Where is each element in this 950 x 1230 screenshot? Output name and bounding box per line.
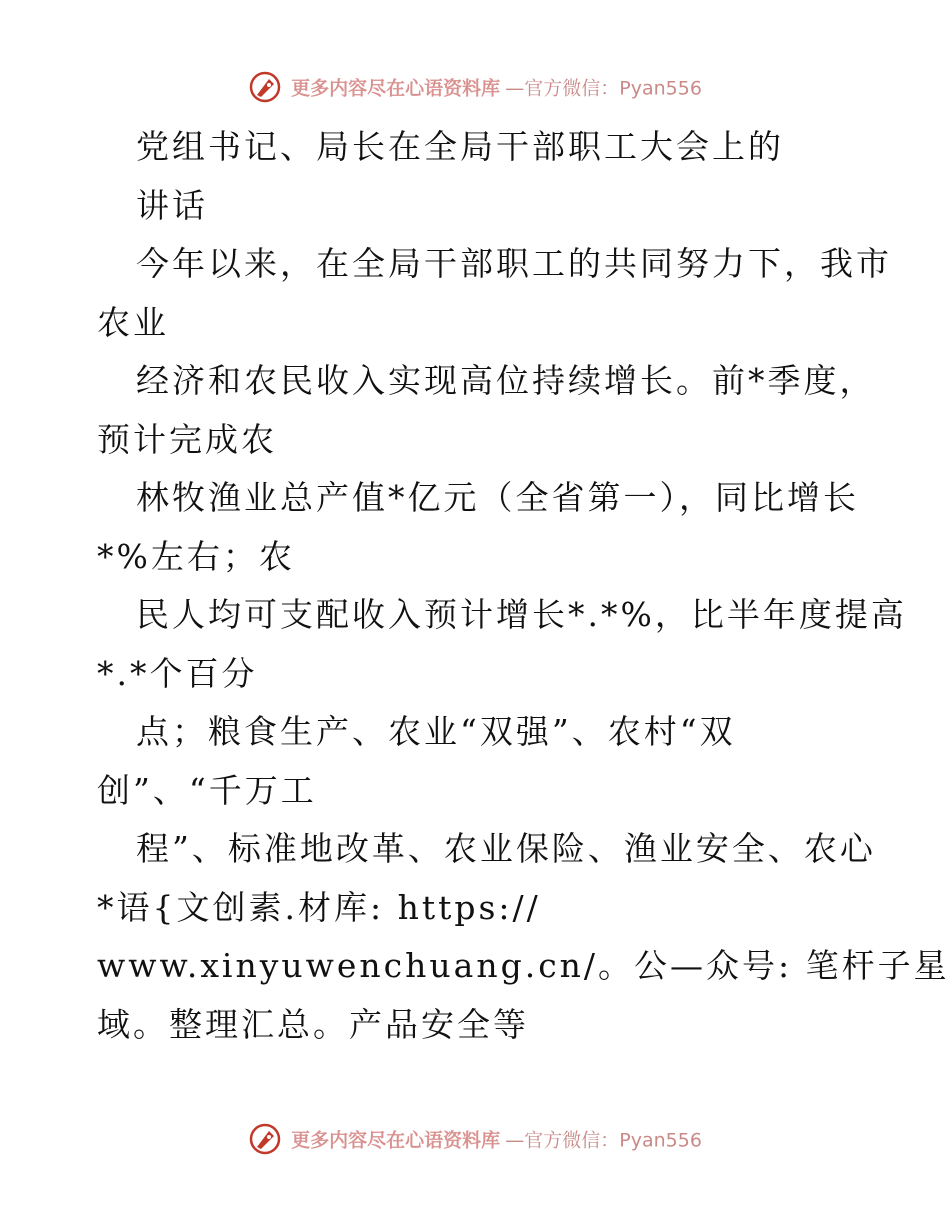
paragraph-line: 域。整理汇总。产品安全等 xyxy=(97,1004,529,1044)
page-header xyxy=(0,70,950,104)
footer-brand-text: 更多内容尽在心语资料库 xyxy=(291,1129,501,1152)
paragraph-line: *语{文创素.材库: https:// xyxy=(97,887,541,927)
paragraph-line: 民人均可支配收入预计增长*.*%，比半年度提高 xyxy=(136,595,907,634)
page-footer xyxy=(0,1122,950,1156)
pen-nib-logo-icon xyxy=(248,70,282,104)
paragraph-line: 预计完成农 xyxy=(97,419,277,459)
footer-contact-text: —官方微信：Pyan556 xyxy=(505,1129,702,1152)
paragraph-line: 经济和农民收入实现高位持续增长。前*季度， xyxy=(136,361,876,400)
paragraph-line: *.*个百分 xyxy=(97,653,258,693)
paragraph-line: 农业 xyxy=(97,302,169,342)
document-body xyxy=(97,118,950,1054)
document-title-line: 党组书记、局长在全局干部职工大会上的 xyxy=(136,127,784,166)
document-title-line: 讲话 xyxy=(136,185,208,225)
header-brand-text: 更多内容尽在心语资料库 xyxy=(291,77,501,100)
paragraph-line: 林牧渔业总产值*亿元（全省第一），同比增长 xyxy=(136,478,859,517)
paragraph-line: 创”、“千万工 xyxy=(97,770,317,810)
pen-nib-logo-icon xyxy=(248,1122,282,1156)
header-contact-text: —官方微信：Pyan556 xyxy=(505,77,702,100)
paragraph-line: 今年以来，在全局干部职工的共同努力下，我市 xyxy=(136,244,892,283)
paragraph-line: 点；粮食生产、农业“双强”、农村“双 xyxy=(136,712,736,751)
paragraph-line: *%左右；农 xyxy=(97,536,295,576)
paragraph-line: www.xinyuwenchuang.cn/。公—众号: 笔杆子星 xyxy=(97,946,950,985)
paragraph-line: 程”、标准地改革、农业保险、渔业安全、农心 xyxy=(136,829,876,868)
